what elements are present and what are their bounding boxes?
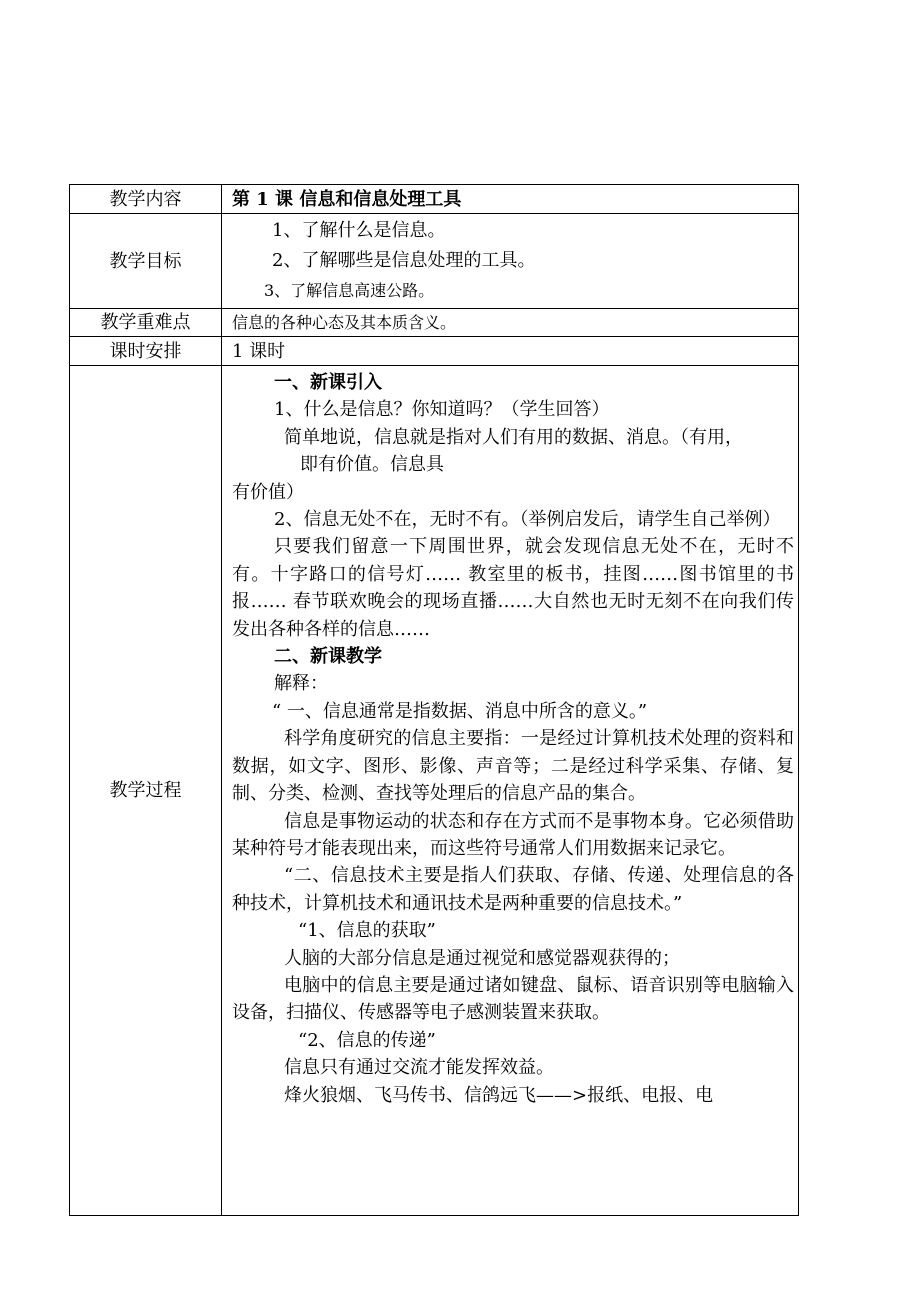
lesson-title: 第 1 课 信息和信息处理工具 (232, 188, 462, 210)
paragraph: 1、什么是信息？你知道吗？（学生回答） (274, 399, 610, 421)
label-schedule: 课时安排 (70, 337, 222, 366)
value-key-points: 信息的各种心态及其本质含义。 (222, 309, 799, 337)
paragraph: 有价值） (232, 481, 304, 503)
label-content: 教学内容 (70, 185, 222, 214)
label-process: 教学过程 (70, 366, 222, 1216)
paragraph: 简单地说，信息就是指对人们有用的数据、消息。（有用， (284, 426, 743, 448)
goal-item: 2、了解哪些是信息处理的工具。 (272, 250, 536, 271)
paragraph: 2、信息无处不在，无时不有。（举例启发后，请学生自己举例） (274, 509, 781, 531)
paragraph: 解释： (274, 673, 328, 695)
goal-item: 3、了解信息高速公路。 (264, 281, 435, 300)
label-key-points: 教学重难点 (70, 309, 222, 337)
label-goals: 教学目标 (70, 214, 222, 309)
section-heading: 二、新课教学 (274, 646, 382, 668)
value-content (222, 185, 799, 214)
value-goals (222, 214, 799, 309)
lesson-plan-table (69, 184, 799, 1216)
row-content (70, 185, 799, 214)
row-process (70, 366, 799, 1216)
row-goals (70, 214, 799, 309)
row-schedule (70, 337, 799, 366)
value-process (222, 366, 799, 1216)
row-key-points (70, 309, 799, 337)
paragraph: 信息是事物运动的状态和存在方式而不是事物本身。它必须借助某种符号才能表现出来，而这些符号通常人们用数据来记录它。 (232, 810, 794, 859)
goal-item: 1、了解什么是信息。 (272, 220, 446, 241)
paragraph: “二、信息技术主要是指人们获取、存储、传递、处理信息的各种技术，计算机技术和通讯技术是两种重要的信息技术。” (232, 865, 794, 914)
value-schedule: 1 课时 (222, 337, 799, 366)
paragraph: “2、信息的传递” (298, 1029, 436, 1051)
paragraph: 信息只有通过交流才能发挥效益。 (284, 1057, 554, 1079)
paragraph: “ 一、信息通常是指数据、消息中所含的意义。” (272, 700, 648, 722)
paragraph: 即有价值。信息具 (300, 454, 444, 476)
section-heading: 一、新课引入 (274, 372, 382, 393)
paragraph: 科学角度研究的信息主要指：一是经过计算机技术处理的资料和数据，如文字、图形、影像、声音等；二是经过科学采集、存储、复制、分类、检测、查找等处理后的信息产品的集合。 (232, 728, 794, 805)
paragraph: “1、信息的获取” (298, 920, 436, 942)
paragraph: 人脑的大部分信息是通过视觉和感觉器观获得的； (284, 947, 680, 969)
paragraph: 只要我们留意一下周围世界，就会发现信息无处不在，无时不有。十字路口的信号灯…… 教室里的板书，挂图……图书馆里的书报…… 春节联欢晚会的现场直播……大自然也无时无刻不在向我们传发出各种各样的信息…… (232, 536, 794, 640)
paragraph: 电脑中的信息主要是通过诸如键盘、鼠标、语音识别等电脑输入设备，扫描仪、传感器等电子感测装置来获取。 (232, 974, 794, 1024)
paragraph: 烽火狼烟、飞马传书、信鸽远飞——>报纸、电报、电 (284, 1084, 714, 1106)
